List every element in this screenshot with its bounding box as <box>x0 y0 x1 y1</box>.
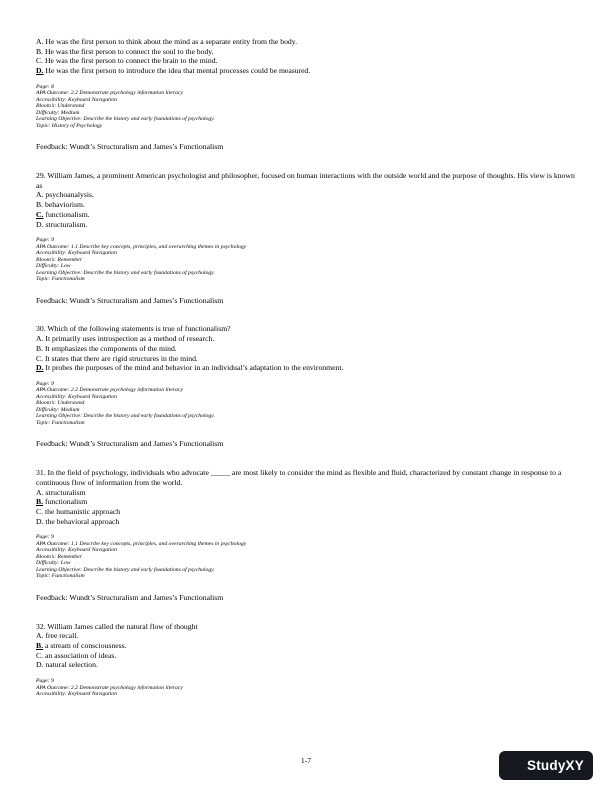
question-number: 30. <box>36 324 46 334</box>
question-number: 31. <box>36 468 46 478</box>
answer-text: It probes the purposes of the mind and behavior in an individual’s adaptation to the environment. <box>45 363 344 373</box>
answer-text: psychoanalysis. <box>45 190 94 200</box>
answer-option <box>36 641 576 651</box>
answer-letter: B. <box>36 46 44 56</box>
answer-letter: B. <box>36 200 44 210</box>
answer-option <box>36 651 576 661</box>
answer-letter: A. <box>36 334 44 344</box>
answer-text: free recall. <box>45 631 79 641</box>
answer-text: structuralism <box>45 487 86 497</box>
metadata-line: Topic: Functionalism <box>36 276 85 283</box>
answer-letter: D. <box>36 219 44 229</box>
answer-option <box>36 497 576 507</box>
metadata-line: APA Outcome: 1.1 Describe key concepts, principles, and overarching themes in psychology <box>36 540 247 547</box>
answer-letter: A. <box>36 487 44 497</box>
question-number: 32. <box>36 621 46 631</box>
answer-letter: C. <box>36 506 44 516</box>
answer-letter: D. <box>36 660 44 670</box>
answer-text: It primarily uses introspection as a method of research. <box>45 334 215 344</box>
metadata-line: Bloom’s: Understand <box>36 103 85 110</box>
answer-option <box>36 220 576 230</box>
answer-option <box>36 66 576 76</box>
answer-text: a stream of consciousness. <box>44 640 127 650</box>
plus-icon <box>508 759 522 773</box>
metadata-line: APA Outcome: 2.2 Demonstrate psychology information literacy <box>36 387 183 394</box>
answer-option <box>36 200 576 210</box>
answer-letter: A. <box>36 631 44 641</box>
correct-answer-letter: D. <box>36 66 44 76</box>
metadata-line: Bloom’s: Understand <box>36 400 85 407</box>
metadata-line: Difficulty: Low <box>36 560 71 567</box>
answer-option <box>36 363 576 373</box>
feedback-line: Feedback: Wundt’s Structuralism and James’s Functionalism <box>36 295 224 305</box>
question-number: 29. <box>36 171 46 181</box>
correct-answer-letter: B. <box>36 640 44 650</box>
correct-answer-letter: D. <box>36 363 44 373</box>
answer-option <box>36 354 576 364</box>
metadata-line: Bloom’s: Remember <box>36 256 82 263</box>
answer-letter: D. <box>36 516 44 526</box>
answer-text: functionalism <box>44 497 88 507</box>
answer-text: the behavioral approach <box>45 516 120 526</box>
metadata-line: Bloom’s: Remember <box>36 553 82 560</box>
metadata-block <box>36 237 576 283</box>
question-block <box>36 468 576 602</box>
metadata-line: Difficulty: Medium <box>36 109 80 116</box>
question-body: William James, a prominent American psychologist and philosopher, focused on human interactions with the outside world and the purpose of thoughts. His view is known as <box>36 171 575 190</box>
metadata-line: APA Outcome: 2.2 Demonstrate psychology information literacy <box>36 684 183 691</box>
metadata-line: Accessibility: Keyboard Navigation <box>36 250 117 257</box>
studyxy-watermark <box>499 751 593 780</box>
metadata-line: Difficulty: Low <box>36 263 71 270</box>
question-text <box>36 171 576 190</box>
answer-letter: C. <box>36 56 44 66</box>
metadata-line: Page: 9 <box>36 678 54 685</box>
metadata-block <box>36 678 576 698</box>
answer-option <box>36 631 576 641</box>
feedback-line: Feedback: Wundt’s Structuralism and James’s Functionalism <box>36 439 224 449</box>
answer-letter: A. <box>36 37 44 46</box>
metadata-line: APA Outcome: 1.1 Describe key concepts, principles, and overarching themes in psychology <box>36 243 247 250</box>
question-text <box>36 324 576 334</box>
answer-text: He was the first person to connect the brain to the mind. <box>44 56 218 66</box>
answer-option <box>36 190 576 200</box>
answer-letter: C. <box>36 650 44 660</box>
metadata-block <box>36 534 576 580</box>
metadata-line: Topic: Functionalism <box>36 419 85 426</box>
answer-text: the humanistic approach <box>44 506 121 516</box>
question-text <box>36 468 576 487</box>
feedback-line: Feedback: Wundt’s Structuralism and James’s Functionalism <box>36 142 224 152</box>
answer-text: It emphasizes the components of the mind. <box>44 343 177 353</box>
answer-option <box>36 488 576 498</box>
metadata-line: Topic: Functionalism <box>36 573 85 580</box>
correct-answer-letter: C. <box>36 209 44 219</box>
answer-option <box>36 517 576 527</box>
answer-letter: B. <box>36 343 44 353</box>
question-block <box>36 324 576 449</box>
metadata-line: Accessibility: Keyboard Navigation <box>36 547 117 554</box>
answer-option <box>36 344 576 354</box>
metadata-line: Learning Objective: Describe the history and early foundations of psychology. <box>36 269 215 276</box>
question-body: In the field of psychology, individuals who advocate _____ are most likely to consider the mind as flexible and fluid, characterized by constant change in response to a continuous flow of information from the world. <box>36 468 562 487</box>
answer-option <box>36 210 576 220</box>
answer-option <box>36 334 576 344</box>
answer-option <box>36 47 576 57</box>
metadata-block <box>36 381 576 427</box>
answer-option <box>36 507 576 517</box>
question-block <box>36 171 576 305</box>
answer-letter: C. <box>36 353 44 363</box>
metadata-line: Accessibility: Keyboard Navigation <box>36 96 117 103</box>
answer-letter: A. <box>36 190 44 200</box>
question-text <box>36 622 576 632</box>
question-block-continued <box>36 37 576 152</box>
metadata-line: Page: 9 <box>36 380 54 387</box>
metadata-block <box>36 84 576 130</box>
metadata-line: Learning Objective: Describe the history and early foundations of psychology. <box>36 116 215 123</box>
metadata-line: Page: 9 <box>36 534 54 541</box>
answer-text: functionalism. <box>45 209 90 219</box>
answer-text: He was the first person to connect the soul to the body. <box>44 46 214 56</box>
brand-name: StudyXY <box>527 758 584 773</box>
answer-option <box>36 56 576 66</box>
metadata-line: Learning Objective: Describe the history and early foundations of psychology. <box>36 413 215 420</box>
metadata-line: Page: 8 <box>36 83 54 90</box>
answer-text: It states that there are rigid structures in the mind. <box>44 353 198 363</box>
correct-answer-letter: B. <box>36 497 44 507</box>
answer-option <box>36 660 576 670</box>
metadata-line: Difficulty: Medium <box>36 406 80 413</box>
metadata-line: APA Outcome: 2.2 Demonstrate psychology information literacy <box>36 90 183 97</box>
answer-text: an association of ideas. <box>44 650 117 660</box>
answer-text: He was the first person to think about the mind as a separate entity from the body. <box>45 37 298 46</box>
metadata-line: Learning Objective: Describe the history and early foundations of psychology. <box>36 566 215 573</box>
metadata-line: Accessibility: Keyboard Navigation <box>36 691 117 698</box>
question-body: William James called the natural flow of thought <box>47 621 198 631</box>
metadata-line: Topic: History of Psychology <box>36 122 103 129</box>
metadata-line: Accessibility: Keyboard Navigation <box>36 393 117 400</box>
feedback-line: Feedback: Wundt’s Structuralism and James’s Functionalism <box>36 592 224 602</box>
question-body: Which of the following statements is true of functionalism? <box>47 324 231 334</box>
answer-option <box>36 37 576 47</box>
answer-text: He was the first person to introduce the idea that mental processes could be measured. <box>45 66 311 76</box>
answer-text: behaviorism. <box>44 200 85 210</box>
answer-text: natural selection. <box>45 660 98 670</box>
answer-text: structuralism. <box>45 219 88 229</box>
metadata-line: Page: 9 <box>36 237 54 244</box>
question-block <box>36 622 576 698</box>
page-number: 1-7 <box>300 756 312 765</box>
question-list <box>36 37 576 698</box>
